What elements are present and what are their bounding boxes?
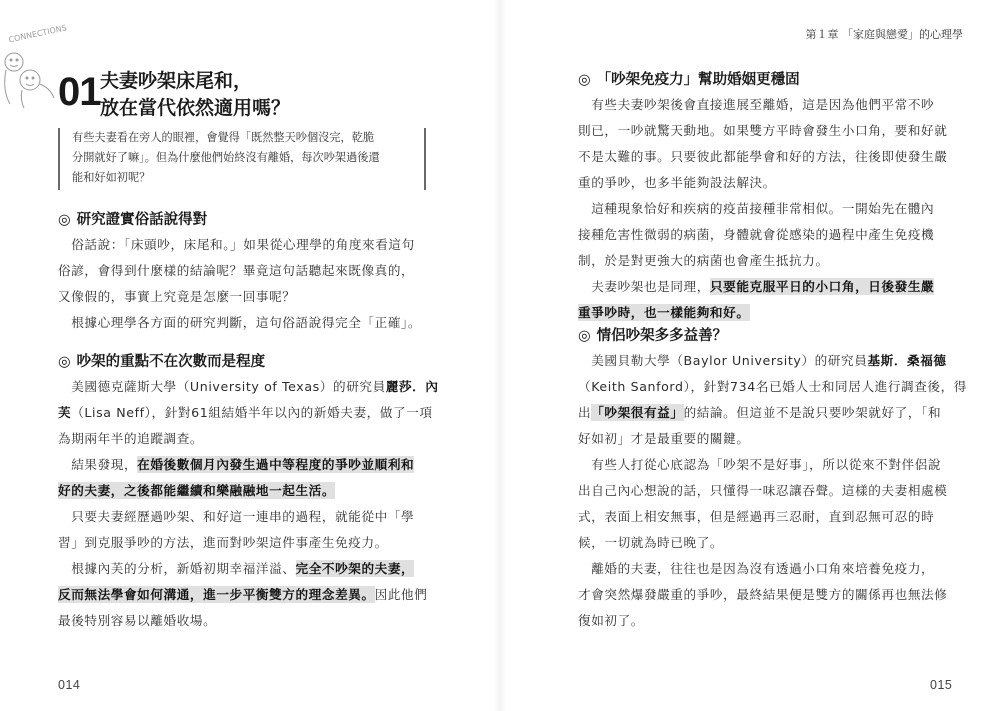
text-line [58,426,439,452]
para [58,504,414,556]
heading-immunity [578,70,800,90]
highlighted-text: 反而無法學會如何溝通，進一步平衡雙方的理念差異。 [58,587,375,602]
body-text: 離婚的夫妻，往往也是因為沒有透過小口角來培養免疫力， [578,561,935,576]
body-text: 俗諺，會得到什麼樣的結論呢？畢竟這句話聽起來既像真的， [58,263,415,278]
heading-research [58,210,207,230]
text-line [578,248,934,274]
heading-text: 情侶吵架多多益善？ [596,328,728,344]
text-line [578,556,947,582]
text-line [58,284,415,310]
body-text: 根據心理學各方面的研究判斷，這句俗語說得完全「正確」。 [58,315,422,330]
intro-line-2: 分開就好了嘛」。但為什麼他們始終沒有離婚，每次吵架過後還 [72,151,380,164]
text-line [58,232,415,258]
text-line [58,400,439,426]
section-number: 01 [58,70,101,114]
intro-line-3: 能和好如初呢？ [72,171,151,184]
body-text: 俗話說：「床頭吵，床尾和。」如果從心理學的角度來看這句 [58,237,415,252]
heading-couples [578,326,727,346]
text-line [578,144,947,170]
body-text: 結果發現， [58,457,138,472]
text-line [578,582,947,608]
text-line [578,222,934,248]
body-text: 才會突然爆發嚴重的爭吵，最終結果便是雙方的關係再也無法修 [578,587,948,602]
body-text: 好如初」才是最重要的關鍵。 [578,431,750,446]
text-line [578,530,947,556]
text-line [578,504,947,530]
bold-name: 芙 [58,405,72,420]
heading-text: 「吵架免疫力」幫助婚姻更穩固 [596,72,800,88]
para [578,452,947,556]
para [578,348,967,452]
highlighted-text: 重爭吵時，也一樣能夠和好。 [578,305,750,320]
text-line [58,556,427,582]
heading-degree [58,352,265,372]
text-line [578,300,934,326]
para [58,556,427,634]
page-number-right: 015 [930,678,953,692]
body-text: 為期兩年半的追蹤調查。 [58,431,204,446]
body-text: 出自己內心想說的話，只懂得一味忍讓吞聲。這樣的夫妻相處模 [578,483,948,498]
bullet-mark: ◎ [58,354,71,370]
bold-name: 基斯．桑福德 [867,353,947,368]
intro-line-1: 有些夫妻看在旁人的眼裡，會覺得「既然整天吵個沒完，乾脆 [72,131,375,144]
text-line [578,374,967,400]
highlighted-text: 只要能克服平日的小口角，日後發生嚴 [709,279,935,294]
bullet-mark: ◎ [578,328,591,344]
body-text: （Keith Sanford），針對734名已婚人士和同居人進行調查後，得 [578,379,967,394]
para [578,556,947,634]
body-text: 則已，一吵就驚天動地。如果雙方平時會發生小口角，要和好就 [578,123,948,138]
body-text: 根據內芙的分析，新婚初期幸福洋溢、 [58,561,296,576]
text-line [578,400,967,426]
body-text: 復如初了。 [578,613,644,628]
body-text: 只要夫妻經歷過吵架、和好這一連串的過程，就能從中「學 [58,509,415,524]
text-line [58,452,414,478]
text-line [578,608,947,634]
para [58,310,421,336]
body-text: 有些人打從心底認為「吵架不是好事」，所以從來不對伴侶說 [578,457,942,472]
body-text: 不是太難的事。只要彼此都能學會和好的方法，往後即使發生嚴 [578,149,948,164]
body-text: 出 [578,405,592,420]
highlighted-text: 在婚後數個月內發生過中等程度的爭吵並順利和 [137,457,415,472]
intro-box [58,128,426,190]
para [578,274,934,326]
section-title-line-1: 夫妻吵架床尾和， [100,70,253,92]
text-line [58,530,414,556]
para [58,232,415,310]
deco-text: CONNECTIONS [7,23,68,45]
body-text: 這種現象恰好和疾病的疫苗接種非常相似。一開始先在體內 [578,201,935,216]
text-line [578,426,967,452]
bullet-mark: ◎ [578,72,591,88]
body-text: 有些夫妻吵架後會直接進展至離婚，這是因為他們平常不吵 [578,97,935,112]
highlighted-text: 好的夫妻，之後都能繼續和樂融融地一起生活。 [58,483,336,498]
text-line [58,504,414,530]
highlighted-text: 「吵架很有益」 [591,405,684,420]
text-line [578,452,947,478]
highlighted-text: 完全不吵架的夫妻， [295,561,415,576]
body-text: 制，於是對更強大的病菌也會產生抵抗力。 [578,253,829,268]
para [578,92,947,196]
body-text: 最後特別容易以離婚收場。 [58,613,217,628]
text-line [578,118,947,144]
text-line [58,478,414,504]
section-title-line-2: 放在當代依然適用嗎？ [100,97,291,119]
body-text: 夫妻吵架也是同理， [578,279,710,294]
text-line [58,258,415,284]
body-text: 重的爭吵，也多半能夠設法解決。 [578,175,776,190]
body-text: 美國德克薩斯大學（University of Texas）的研究員 [58,379,386,394]
right-page [500,0,999,711]
text-line [58,608,427,634]
text-line [578,274,934,300]
running-head: 第１章 「家庭與戀愛」的心理學 [805,28,963,41]
body-text: 又像假的，事實上究竟是怎麼一回事呢？ [58,289,296,304]
text-line [58,582,427,608]
body-text: 候，一切就為時已晚了。 [578,535,724,550]
body-text: 接種危害性微弱的病菌，身體就會從感染的過程中產生免疫機 [578,227,935,242]
text-line [578,196,934,222]
para [58,374,439,452]
body-text: 因此他們 [374,587,428,602]
section-title [100,68,430,122]
body-text: 的結論。但這並不是說只要吵架就好了，「和 [683,405,942,420]
bullet-mark: ◎ [58,212,71,228]
body-text: 美國貝勒大學（Baylor University）的研究員 [578,353,868,368]
text-line [578,92,947,118]
body-text: （Lisa Neff），針對61組結婚半年以內的新婚夫妻，做了一項 [71,405,433,420]
para [578,196,934,274]
heading-text: 研究證實俗話說得對 [76,212,208,228]
body-text: 習」到克服爭吵的方法，進而對吵架這件事產生免疫力。 [58,535,388,550]
para [58,452,414,504]
text-line [578,478,947,504]
text-line [58,310,421,336]
text-line [58,374,439,400]
bold-name: 麗莎．內 [385,379,439,394]
text-line [578,170,947,196]
body-text: 式，表面上相安無事，但是經過再三忍耐，直到忍無可忍的時 [578,509,935,524]
text-line [578,348,967,374]
page-number-left: 014 [58,678,81,692]
heading-text: 吵架的重點不在次數而是程度 [76,354,266,370]
